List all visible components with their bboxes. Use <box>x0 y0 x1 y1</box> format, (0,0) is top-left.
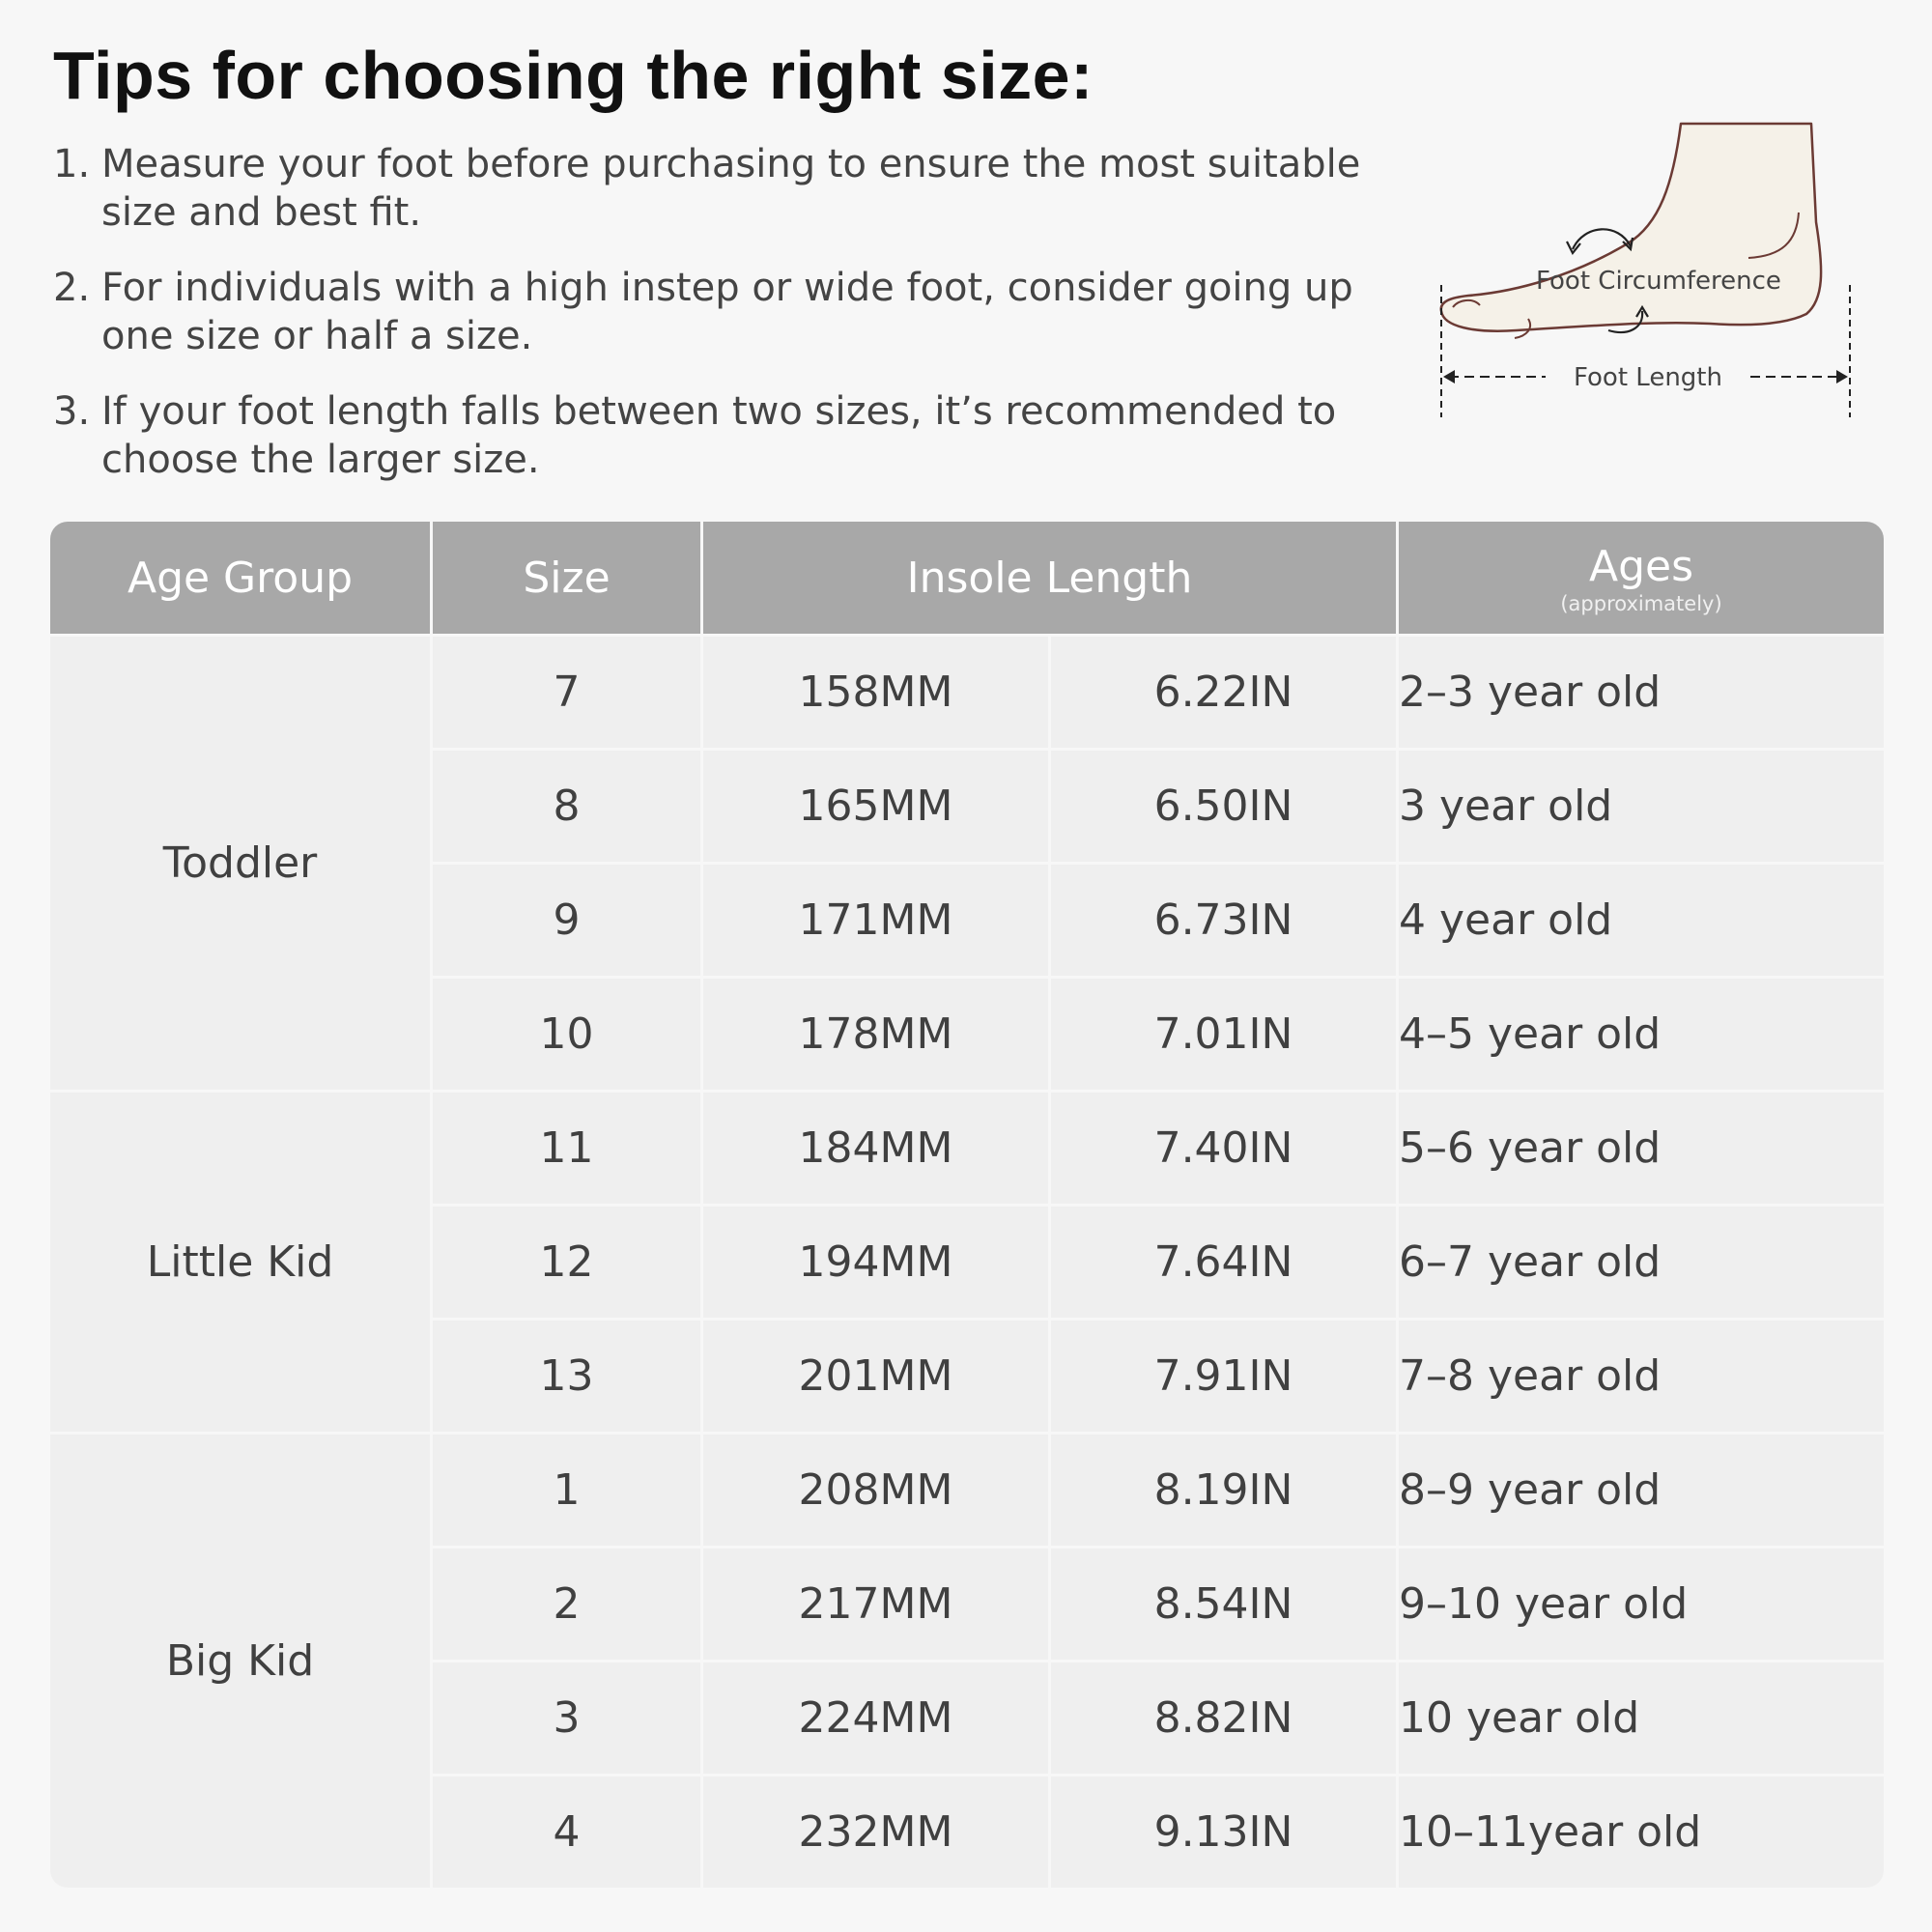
table-row <box>50 634 1884 748</box>
tip-number: 3. <box>53 389 91 434</box>
header-size: Size <box>433 522 703 634</box>
header-age-group: Age Group <box>50 522 433 634</box>
size-cell: 7 <box>433 634 703 748</box>
size-cell: 13 <box>433 1318 703 1432</box>
tip-item <box>53 387 1406 484</box>
size-cell: 8 <box>433 748 703 862</box>
size-chart-table <box>50 522 1884 1888</box>
insole-mm-cell: 224MM <box>703 1660 1051 1774</box>
insole-in-cell: 6.22IN <box>1051 634 1399 748</box>
table-header-row <box>50 522 1884 634</box>
age-cell: 2–3 year old <box>1399 634 1884 748</box>
insole-in-cell: 8.19IN <box>1051 1432 1399 1546</box>
insole-mm-cell: 165MM <box>703 748 1051 862</box>
insole-mm-cell: 194MM <box>703 1204 1051 1318</box>
header-ages-label: Ages <box>1589 541 1694 591</box>
table-row <box>50 1090 1884 1204</box>
age-cell: 7–8 year old <box>1399 1318 1884 1432</box>
circumference-label: Foot Circumference <box>1536 267 1781 296</box>
arrowhead-right <box>1836 370 1848 384</box>
age-cell: 3 year old <box>1399 748 1884 862</box>
size-cell: 4 <box>433 1774 703 1888</box>
insole-mm-cell: 171MM <box>703 862 1051 976</box>
table-row <box>50 1432 1884 1546</box>
size-cell: 11 <box>433 1090 703 1204</box>
tips-list <box>53 140 1406 511</box>
age-cell: 5–6 year old <box>1399 1090 1884 1204</box>
insole-in-cell: 8.54IN <box>1051 1546 1399 1660</box>
age-group-cell: Little Kid <box>50 1090 433 1432</box>
tip-text: For individuals with a high instep or wide foot, consider going up one size or half a size. <box>101 266 1353 358</box>
foot-illustration <box>1441 124 1821 331</box>
tip-item <box>53 264 1406 360</box>
foot-measurement-diagram <box>1420 116 1864 435</box>
age-cell: 4 year old <box>1399 862 1884 976</box>
tip-number: 2. <box>53 266 91 310</box>
size-cell: 9 <box>433 862 703 976</box>
page-title: Tips for choosing the right size: <box>53 38 1094 113</box>
size-cell: 10 <box>433 976 703 1090</box>
insole-in-cell: 9.13IN <box>1051 1774 1399 1888</box>
insole-in-cell: 6.50IN <box>1051 748 1399 862</box>
age-cell: 4–5 year old <box>1399 976 1884 1090</box>
age-cell: 8–9 year old <box>1399 1432 1884 1546</box>
size-cell: 12 <box>433 1204 703 1318</box>
header-ages-sub: (approximately) <box>1560 591 1722 615</box>
insole-mm-cell: 178MM <box>703 976 1051 1090</box>
insole-mm-cell: 208MM <box>703 1432 1051 1546</box>
insole-mm-cell: 217MM <box>703 1546 1051 1660</box>
insole-in-cell: 7.64IN <box>1051 1204 1399 1318</box>
age-cell: 6–7 year old <box>1399 1204 1884 1318</box>
insole-in-cell: 7.91IN <box>1051 1318 1399 1432</box>
insole-in-cell: 6.73IN <box>1051 862 1399 976</box>
age-cell: 9–10 year old <box>1399 1546 1884 1660</box>
insole-mm-cell: 232MM <box>703 1774 1051 1888</box>
age-cell: 10–11year old <box>1399 1774 1884 1888</box>
insole-mm-cell: 158MM <box>703 634 1051 748</box>
size-cell: 2 <box>433 1546 703 1660</box>
size-cell: 3 <box>433 1660 703 1774</box>
age-cell: 10 year old <box>1399 1660 1884 1774</box>
insole-in-cell: 7.01IN <box>1051 976 1399 1090</box>
arrowhead-left <box>1443 370 1455 384</box>
header-insole-length: Insole Length <box>703 522 1399 634</box>
length-label: Foot Length <box>1574 363 1722 392</box>
insole-mm-cell: 201MM <box>703 1318 1051 1432</box>
insole-in-cell: 8.82IN <box>1051 1660 1399 1774</box>
age-group-cell: Big Kid <box>50 1432 433 1888</box>
age-group-cell: Toddler <box>50 634 433 1090</box>
size-cell: 1 <box>433 1432 703 1546</box>
header-ages <box>1399 522 1884 634</box>
tip-text: If your foot length falls between two sizes, it’s recommended to choose the larger size. <box>101 389 1337 482</box>
insole-in-cell: 7.40IN <box>1051 1090 1399 1204</box>
tip-text: Measure your foot before purchasing to ensure the most suitable size and best fit. <box>101 142 1361 235</box>
tip-item <box>53 140 1406 237</box>
tip-number: 1. <box>53 142 91 186</box>
insole-mm-cell: 184MM <box>703 1090 1051 1204</box>
